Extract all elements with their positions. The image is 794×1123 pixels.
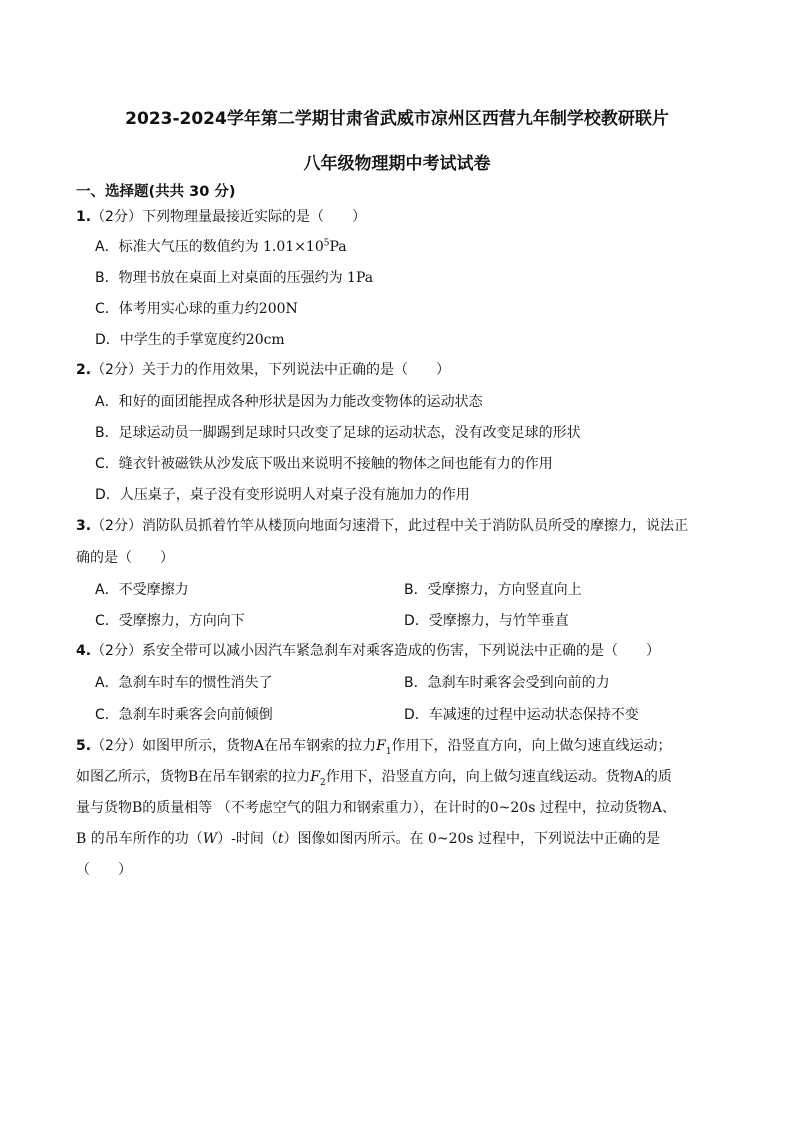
q1-option-d: D．中学生的手掌宽度约20cm — [95, 332, 285, 348]
q4-option-b: B．急刹车时乘客会受到向前的力 — [404, 675, 610, 691]
question-points: （2分） — [91, 518, 142, 534]
q3-option-d: D．受摩擦力，与竹竿垂直 — [404, 613, 569, 629]
exam-title-line1: 2023-2024学年第二学期甘肃省武威市凉州区西营九年制学校教研联片 — [125, 109, 669, 129]
question-points: （2分） — [91, 362, 142, 378]
question-5-answer-blank: （ ） — [76, 862, 132, 878]
question-text: 关于力的作用效果，下列说法中正确的是（ ） — [141, 362, 450, 378]
question-points: （2分） — [91, 209, 142, 225]
question-number: 3. — [76, 518, 92, 534]
question-3-stem — [76, 511, 726, 542]
exam-title-line2: 八年级物理期中考试试卷 — [303, 154, 491, 174]
question-number: 5. — [76, 738, 92, 754]
section-heading: 一、选择题(共共 30 分) — [76, 184, 236, 200]
q3-option-c: C．受摩擦力，方向向下 — [95, 613, 245, 629]
question-1-stem — [76, 202, 726, 233]
q2-option-d: D．人压桌子，桌子没有变形说明人对桌子没有施加力的作用 — [95, 487, 470, 503]
question-text: 下列物理量最接近实际的是（ ） — [141, 209, 366, 225]
q3-option-a: A．不受摩擦力 — [95, 582, 189, 598]
question-points: （2分） — [91, 738, 142, 754]
q2-option-a: A．和好的面团能捏成各种形状是因为力能改变物体的运动状态 — [95, 394, 483, 410]
question-5-line4: B 的吊车所作的功（W）-时间（t）图像如图丙所示。在 0~20s 过程中，下列说法中正确的是 — [76, 831, 661, 847]
q2-option-c: C．缝衣针被磁铁从沙发底下吸出来说明不接触的物体之间也能有力的作用 — [95, 456, 553, 472]
question-points: （2分） — [91, 643, 142, 659]
q4-option-a: A．急刹车时车的惯性消失了 — [95, 675, 273, 691]
question-4-stem — [76, 636, 726, 667]
question-5-stem: 5.（2分）如图甲所示，货物A在吊车钢索的拉力$F_1$作用下，沿竖直方向，向上做匀速直线运动； — [76, 738, 672, 757]
question-5-line3: 量与货物B的质量相等 （不考虑空气的阻力和钢索重力），在计时的0~20s 过程中，拉动货物A、 — [76, 800, 676, 816]
question-number: 4. — [76, 643, 92, 659]
q2-option-b: B．足球运动员一脚踢到足球时只改变了足球的运动状态，没有改变足球的形状 — [95, 425, 581, 441]
q4-option-d: D．车减速的过程中运动状态保持不变 — [404, 707, 639, 723]
q3-option-b: B．受摩擦力，方向竖直向上 — [404, 582, 582, 598]
question-text: 消防队员抓着竹竿从楼顶向地面匀速滑下，此过程中关于消防队员所受的摩擦力，说法正 — [141, 518, 688, 534]
q1-option-c: C．体考用实心球的重力约200N — [95, 301, 298, 317]
question-5-line2: 如图乙所示，货物B在吊车钢索的拉力$F_2$作用下，沿竖直方向，向上做匀速直线运动。货物A的质 — [76, 769, 672, 788]
question-number: 1. — [76, 209, 92, 225]
q4-option-c: C．急刹车时乘客会向前倾倒 — [95, 707, 273, 723]
q1-option-a: A．标准大气压的数值约为 $1.01\times 10^5Pa$ — [95, 238, 347, 255]
question-3-stem-continued: 确的是（ ） — [76, 550, 174, 566]
q1-option-b: B．物理书放在桌面上对桌面的压强约为 1Pa — [95, 270, 374, 286]
question-text: 系安全带可以减小因汽车紧急刹车对乘客造成的伤害，下列说法中正确的是（ ） — [141, 643, 660, 659]
question-number: 2. — [76, 362, 92, 378]
question-2-stem — [76, 355, 726, 386]
